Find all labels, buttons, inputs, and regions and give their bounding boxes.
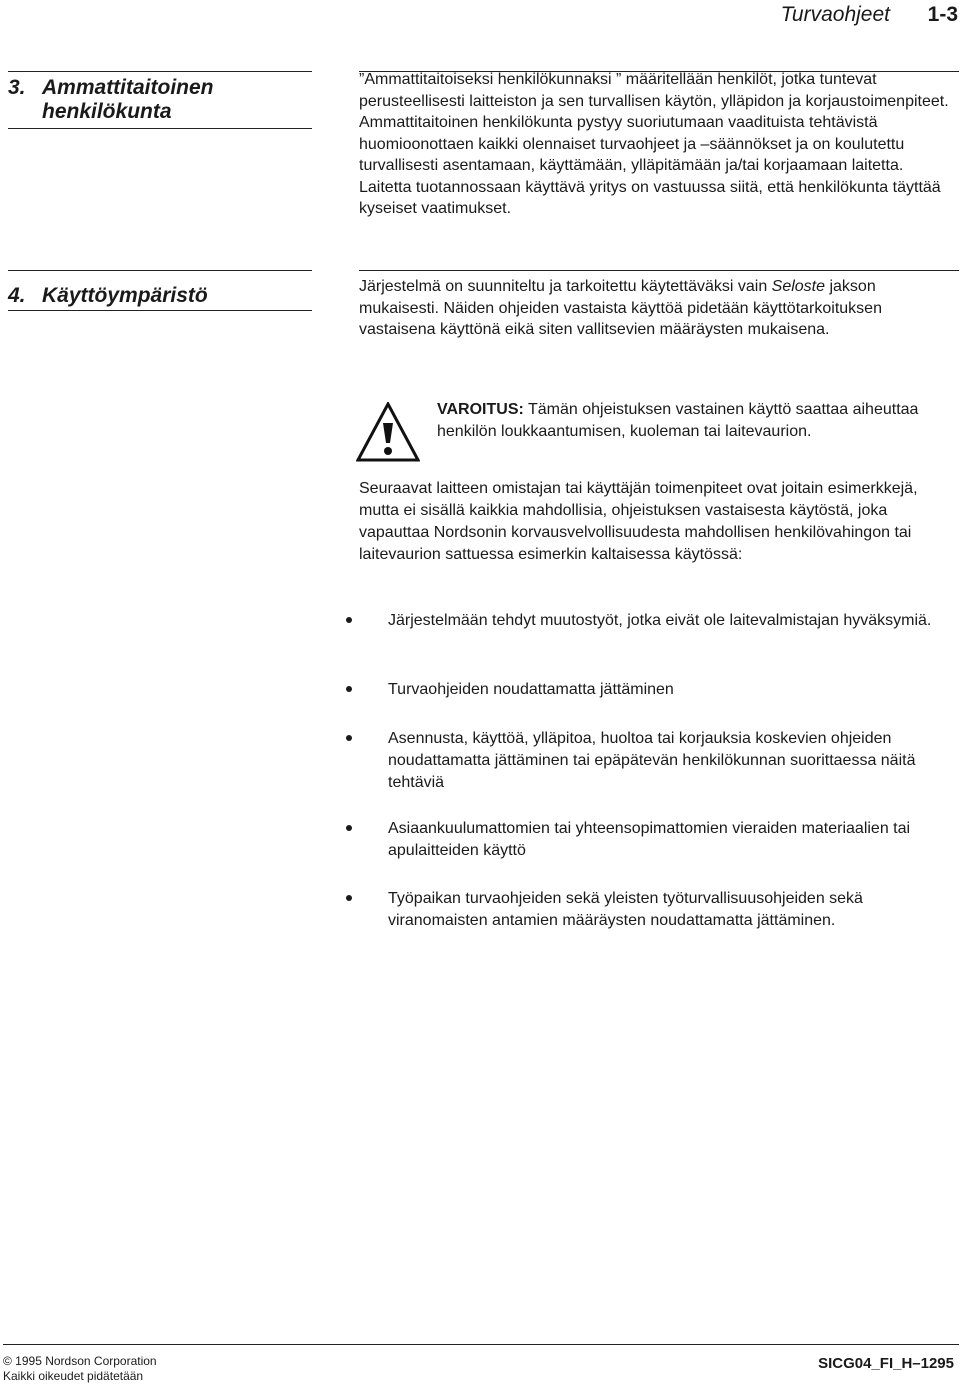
list-item-text: Asiaankuulumattomien tai yhteensopimattomien vieraiden materiaalien tai apulaitteiden käyttö bbox=[388, 820, 911, 859]
section-rule-bottom bbox=[8, 128, 312, 129]
warning-text: Tämän ohjeistuksen vastainen käyttö saattaa aiheuttaa henkilön loukkaantumisen, kuoleman tai laitevaurion. bbox=[437, 401, 919, 440]
intro-paragraph: Seuraavat laitteen omistajan tai käyttäjän toimenpiteet ovat joitain esimerkkejä, mutta ei sisällä kaikkia mahdollisia, ohjeistuksen vastaisesta käytöstä, joka vapauttaa Nordsonin korvausvelvollisuudesta mahdollisen henkilövahingon tai laitevaurion sattuessa esimerkin kaltaisessa käytössä: bbox=[359, 480, 918, 563]
document-code: SICG04_FI_H–1295 bbox=[818, 1355, 954, 1372]
list-item-text: Työpaikan turvaohjeiden sekä yleisten työturvallisuusohjeiden sekä viranomaisten antamien määräysten noudattamatta jättäminen. bbox=[388, 890, 863, 929]
warning-label: VAROITUS: bbox=[437, 401, 524, 418]
section-rule-bottom bbox=[8, 310, 312, 311]
bullet-icon bbox=[346, 825, 352, 831]
body-text: Järjestelmä on suunniteltu ja tarkoitettu käytettäväksi vain bbox=[359, 278, 772, 295]
bullet-icon bbox=[346, 735, 352, 741]
rights-line: Kaikki oikeudet pidätetään bbox=[3, 1369, 144, 1383]
section-rule-top bbox=[359, 270, 959, 271]
warning-message bbox=[437, 399, 960, 443]
section-body-paragraph: ”Ammattitaitoiseksi henkilökunnaksi ” määritellään henkilöt, jotka tuntevat perusteellisesti laitteiston ja sen turvallisen käytön, ylläpidon ja korjaustoimenpiteet. Ammattitaitoinen henkilökunta pystyy suoriutumaan vaadituista tehtävistä huomioonottaen kaikki olennaiset turvaohjeet ja –säännökset ja on koulutettu turvallisesti asentamaan, käyttämään, ylläpitämään ja/tai korjaamaan laitetta. Laitetta tuotannossaan käyttävä yritys on vastuussa siitä, että henkilökunta täyttää kyseiset vaatimukset. bbox=[359, 71, 949, 217]
section-title: Käyttöympäristö bbox=[42, 284, 208, 307]
section-heading bbox=[8, 284, 312, 308]
copyright-line: © 1995 Nordson Corporation bbox=[3, 1354, 157, 1368]
section-heading bbox=[8, 76, 312, 124]
page-number: 1-3 bbox=[927, 3, 958, 26]
copyright-icon: © bbox=[3, 1354, 12, 1368]
body-italic-term: Seloste bbox=[771, 278, 826, 295]
bullet-icon bbox=[346, 617, 352, 623]
warning-triangle-icon bbox=[356, 402, 420, 462]
list-item-text: Järjestelmään tehdyt muutostyöt, jotka eivät ole laitevalmistajan hyväksymiä. bbox=[388, 612, 932, 629]
section-number: 3. bbox=[8, 76, 26, 99]
footer-rule bbox=[3, 1344, 959, 1345]
section-number: 4. bbox=[8, 284, 26, 307]
section-body-paragraph bbox=[359, 276, 959, 341]
section-title: Ammattitaitoinen henkilökunta bbox=[42, 76, 214, 123]
section-rule-top bbox=[8, 270, 312, 271]
section-rule-top bbox=[8, 71, 312, 72]
body-text: jakson mukaisesti. Näiden ohjeiden vastaista käyttöä pidetään käyttötarkoituksen vastaisena käyttönä eikä siten vallitsevien määräysten mukaisena. bbox=[359, 278, 882, 338]
footer-copyright bbox=[3, 1354, 157, 1384]
list-item-text: Turvaohjeiden noudattamatta jättäminen bbox=[388, 681, 674, 698]
page-header-title: Turvaohjeet bbox=[780, 3, 890, 26]
bullet-icon bbox=[346, 686, 352, 692]
list-item-text: Asennusta, käyttöä, ylläpitoa, huoltoa tai korjauksia koskevien ohjeiden noudattamatta jättäminen tai epäpätevän henkilökunnan suorittaessa näitä tehtäviä bbox=[388, 730, 916, 791]
bullet-icon bbox=[346, 895, 352, 901]
